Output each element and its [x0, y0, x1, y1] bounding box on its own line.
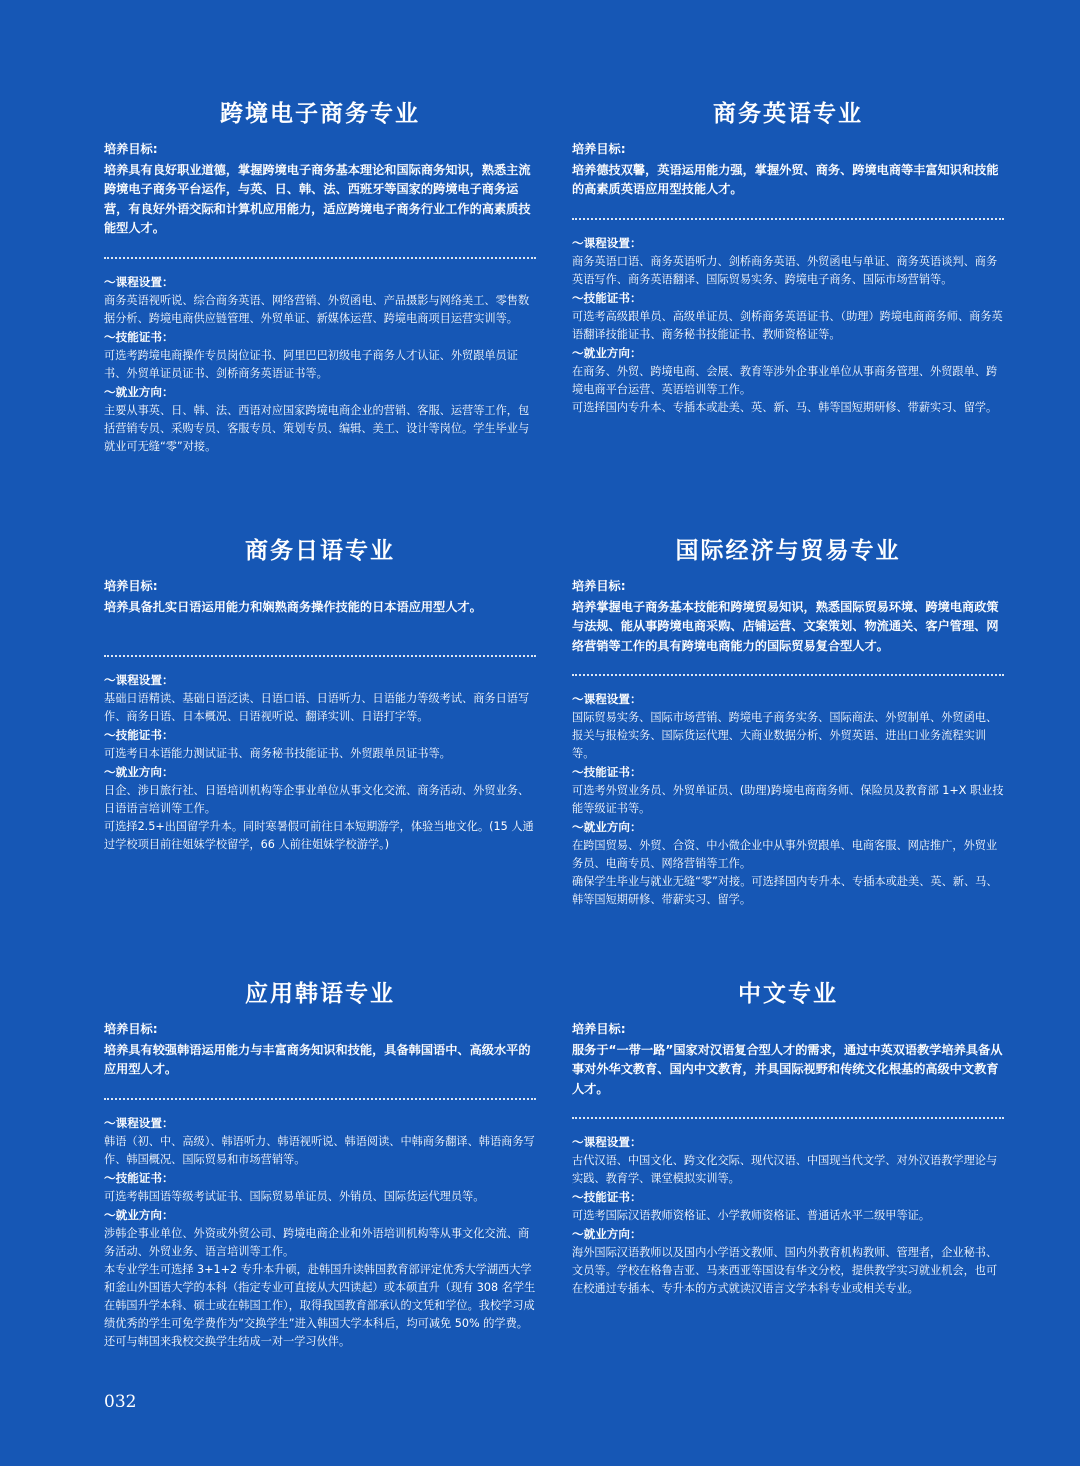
courses-text: 韩语（初、中、高级）、韩语听力、韩语视听说、韩语阅读、中韩商务翻译、韩语商务写作、韩国概况、国际贸易和市场营销等。	[104, 1134, 535, 1166]
courses-label: ～课程设置：	[104, 673, 174, 687]
dotted-divider	[572, 674, 1004, 676]
courses-text: 基础日语精读、基础日语泛读、日语口语、日语听力、日语能力等级考试、商务日语写作、商务日语、日本概况、日语视听说、翻译实训、日语打字等。	[104, 692, 530, 723]
goal-label: 培养目标:	[104, 1022, 158, 1036]
goal-label: 培养目标:	[104, 142, 158, 156]
major-section-international-trade	[572, 532, 1004, 909]
major-section-applied-korean	[104, 975, 536, 1351]
courses-label: ～课程设置：	[572, 692, 642, 706]
certificates-label: ～技能证书：	[572, 290, 642, 305]
dotted-divider	[572, 218, 1004, 220]
goal-label: 培养目标:	[572, 142, 626, 156]
certificates-text: 可选考外贸业务员、外贸单证员、(助理)跨境电商商务师、保险员及教育部 1+X 职业技能等级证书等。	[572, 784, 1004, 815]
major-title: 商务日语专业	[245, 537, 395, 564]
courses-label: ～课程设置：	[572, 235, 642, 250]
goal-text: 培养德技双馨，英语运用能力强，掌握外贸、商务、跨境电商等丰富知识和技能的高素质英语应用型技能人才。	[572, 162, 999, 196]
career-label: ～就业方向：	[572, 345, 642, 360]
goal-text: 培养具有较强韩语运用能力与丰富商务知识和技能，具备韩国语中、高级水平的应用型人才。	[104, 1042, 531, 1076]
major-title: 国际经济与贸易专业	[675, 537, 901, 564]
career-text: 在商务、外贸、跨境电商、会展、教育等涉外企事业单位从事商务管理、外贸跟单、跨境电商平台运营、英语培训等工作。	[572, 364, 998, 396]
certificates-text: 可选考高级跟单员、高级单证员、剑桥商务英语证书、（助理）跨境电商商务师、商务英语翻译技能证书、商务秘书技能证书、教师资格证等。	[572, 309, 1003, 341]
courses-text: 国际贸易实务、国际市场营销、跨境电子商务实务、国际商法、外贸制单、外贸函电、报关与报检实务、国际货运代理、大商业数据分析、外贸英语、进出口业务流程实训等。	[572, 711, 998, 760]
certificates-text: 可选考韩国语等级考试证书、国际贸易单证员、外销员、国际货运代理员等。	[104, 1189, 485, 1203]
goal-text: 服务于“一带一路”国家对汉语复合型人才的需求，通过中英双语教学培养具备从事对外华文教育、国内中文教育，并具国际视野和传统文化根基的高级中文教育人才。	[572, 1042, 1003, 1096]
courses-text: 商务英语口语、商务英语听力、剑桥商务英语、外贸函电与单证、商务英语谈判、商务英语写作、商务英语翻译、国际贸易实务、跨境电子商务、国际市场营销等。	[572, 254, 998, 286]
dotted-divider	[104, 655, 536, 657]
courses-label: ～课程设置：	[104, 274, 174, 289]
career-text: 海外国际汉语教师以及国内小学语文教师、国内外教育机构教师、管理者，企业秘书、文员等。学校在格鲁吉亚、马来西亚等国设有华文分校，提供教学实习就业机会，也可在校通过专插本、专升本的方式就读汉语言文学本科专业或相关专业。	[572, 1246, 998, 1295]
career-label: ～就业方向：	[104, 1207, 174, 1222]
dotted-divider	[104, 1098, 536, 1100]
major-section-cross-border-ecommerce	[104, 95, 536, 456]
major-section-business-japanese	[104, 532, 536, 854]
goal-text: 培养具备扎实日语运用能力和娴熟商务操作技能的日本语应用型人才。	[104, 599, 482, 614]
career-text-extra: 可选择2.5+出国留学升本。同时寒暑假可前往日本短期游学，体验当地文化。(15 人通过学校项目前往姐妹学校留学，66 人前往姐妹学校游学。)	[104, 820, 534, 851]
certificates-label: ～技能证书：	[572, 1190, 642, 1204]
courses-label: ～课程设置：	[104, 1115, 174, 1130]
goal-label: 培养目标:	[572, 579, 626, 593]
page-number: 032	[104, 1392, 137, 1412]
dotted-divider	[572, 1117, 1004, 1119]
career-text: 在跨国贸易、外贸、合资、中小微企业中从事外贸跟单、电商客服、网店推广，外贸业务员、电商专员、网络营销等工作。	[572, 839, 998, 870]
certificates-text: 可选考国际汉语教师资格证、小学教师资格证、普通话水平二级甲等证。	[572, 1209, 931, 1222]
goal-label: 培养目标:	[572, 1022, 626, 1036]
career-label: ～就业方向：	[572, 1227, 642, 1241]
certificates-label: ～技能证书：	[104, 1170, 174, 1185]
courses-text: 商务英语视听说、综合商务英语、网络营销、外贸函电、产品摄影与网络美工、零售数据分析、跨境电商供应链管理、外贸单证、新媒体运营、跨境电商项目运营实训等。	[104, 293, 530, 325]
goal-text: 培养掌握电子商务基本技能和跨境贸易知识，熟悉国际贸易环境、跨境电商政策与法规、能从事跨境电商采购、店铺运营、文案策划、物流通关、客户管理、网络营销等工作的具有跨境电商能力的国际贸易复合型人才。	[572, 599, 999, 653]
major-section-business-english	[572, 95, 1004, 417]
goal-label: 培养目标:	[104, 579, 158, 593]
career-text-extra: 本专业学生可选择 3+1+2 专升本升硕，赴韩国升读韩国教育部评定优秀大学湖西大学和釜山外国语大学的本科（指定专业可直接从大四读起）或本硕直升（现有 308 名学生在韩国升学本科、硕士或在韩国工作），取得我国教育部承认的文凭和学位。我校学习成绩优秀的学生可免学费作为“交换学生”进入韩国大学本科后，均可减免 50% 的学费。还可与韩国来我校交换学生结成一对一学习伙伴。	[104, 1262, 536, 1348]
career-text: 涉韩企事业单位、外资或外贸公司、跨境电商企业和外语培训机构等从事文化交流、商务活动、外贸业务、语言培训等工作。	[104, 1226, 530, 1258]
courses-text: 古代汉语、中国文化、跨文化交际、现代汉语、中国现当代文学、对外汉语教学理论与实践、教育学、课堂模拟实训等。	[572, 1154, 998, 1185]
certificates-label: ～技能证书：	[104, 728, 174, 742]
career-label: ～就业方向：	[572, 820, 642, 834]
major-section-chinese	[572, 975, 1004, 1298]
major-title: 商务英语专业	[713, 100, 863, 127]
certificates-label: ～技能证书：	[572, 765, 642, 779]
dotted-divider	[104, 257, 536, 259]
major-title: 跨境电子商务专业	[220, 100, 420, 127]
certificates-label: ～技能证书：	[104, 329, 174, 344]
career-label: ～就业方向：	[104, 765, 174, 779]
career-text-extra: 可选择国内专升本、专插本或赴美、英、新、马、韩等国短期研修、带薪实习、留学。	[572, 400, 998, 414]
certificates-text: 可选考日本语能力测试证书、商务秘书技能证书、外贸跟单员证书等。	[104, 747, 451, 760]
courses-label: ～课程设置：	[572, 1135, 642, 1149]
certificates-text: 可选考跨境电商操作专员岗位证书、阿里巴巴初级电子商务人才认证、外贸跟单员证书、外贸单证员证书、剑桥商务英语证书等。	[104, 348, 518, 380]
major-title: 中文专业	[738, 980, 838, 1007]
goal-text: 培养具有良好职业道德，掌握跨境电子商务基本理论和国际商务知识，熟悉主流跨境电子商务平台运作，与英、日、韩、法、西班牙等国家的跨境电子商务运营，有良好外语交际和计算机应用能力，适应跨境电子商务行业工作的高素质技能型人才。	[104, 162, 531, 235]
major-title: 应用韩语专业	[245, 980, 395, 1007]
career-label: ～就业方向：	[104, 384, 174, 399]
career-text-extra: 确保学生毕业与就业无缝“零”对接。可选择国内专升本、专插本或赴美、英、新、马、韩等国短期研修、带薪实习、留学。	[572, 875, 998, 906]
career-text: 日企、涉日旅行社、日语培训机构等企事业单位从事文化交流、商务活动、外贸业务、日语语言培训等工作。	[104, 784, 530, 815]
career-text: 主要从事英、日、韩、法、西语对应国家跨境电商企业的营销、客服、运营等工作，包括营销专员、采购专员、客服专员、策划专员、编辑、美工、设计等岗位。学生毕业与就业可无缝“零”对接。	[104, 403, 530, 453]
